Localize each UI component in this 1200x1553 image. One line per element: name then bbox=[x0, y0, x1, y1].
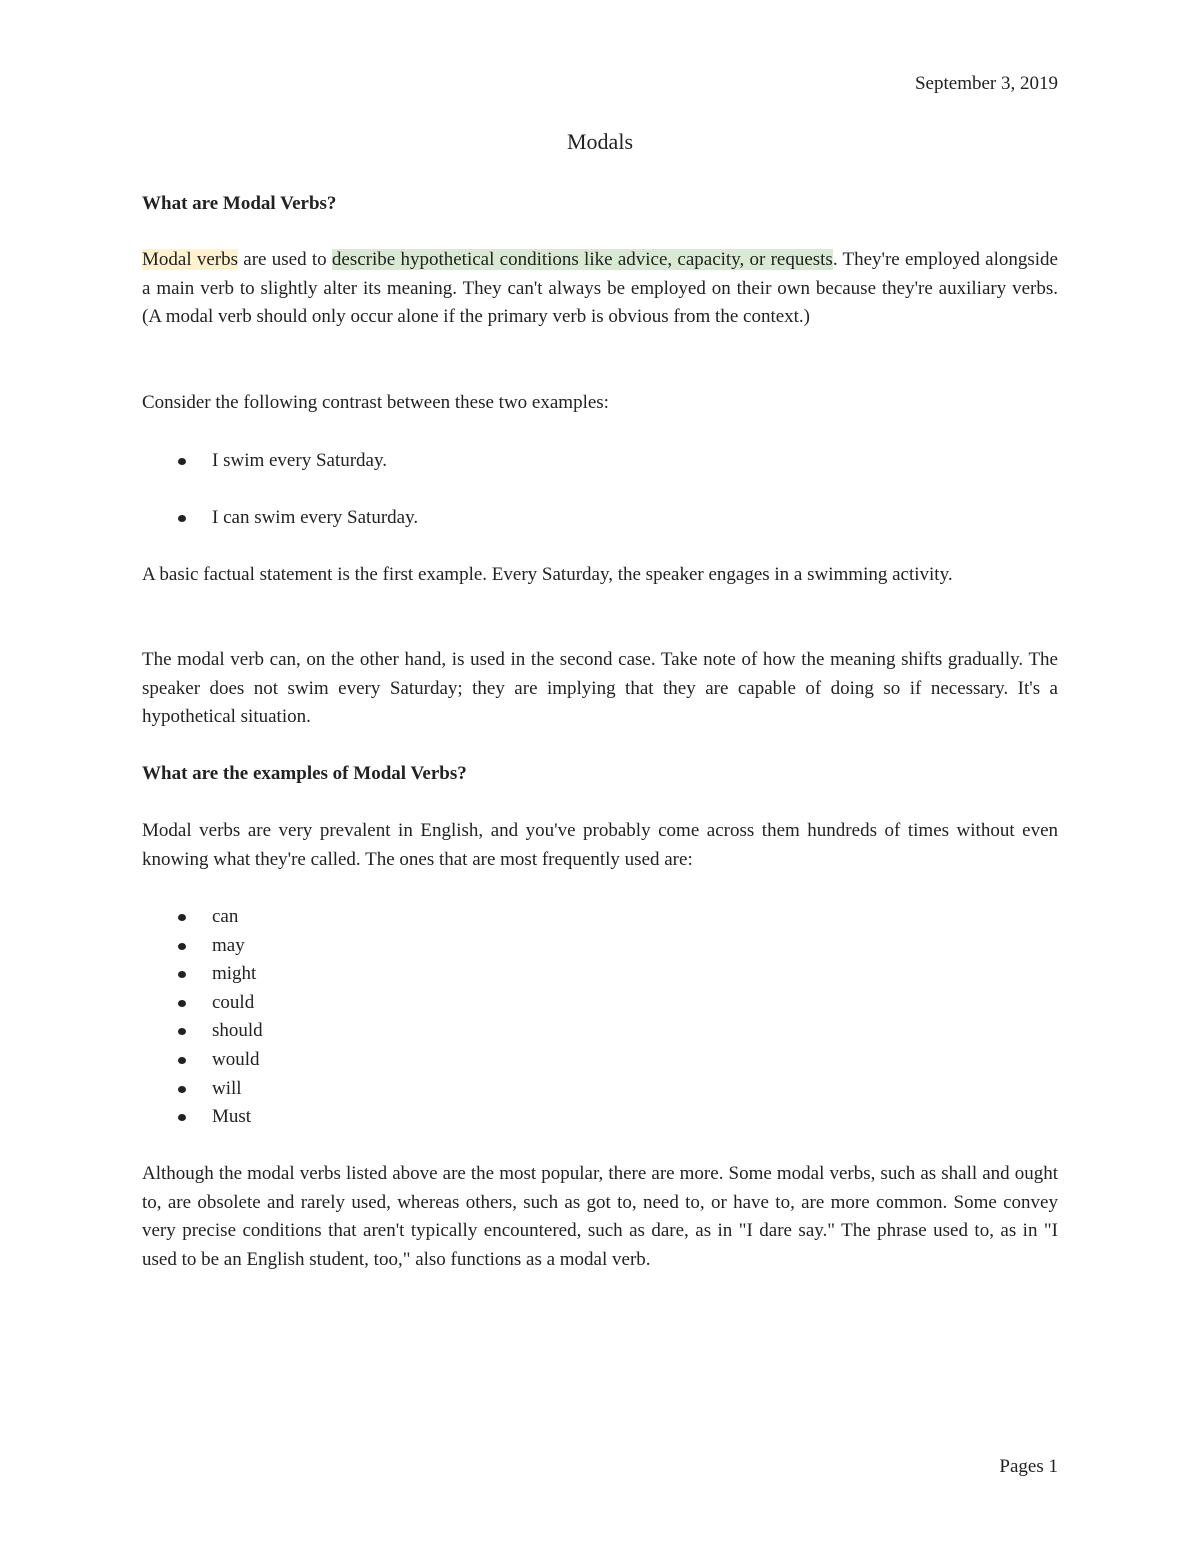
page-number: Pages 1 bbox=[999, 1456, 1058, 1477]
section-heading-what-are-modal-verbs: What are Modal Verbs? bbox=[142, 193, 337, 214]
list-item: should bbox=[142, 1017, 263, 1046]
highlighted-term: Modal verbs bbox=[142, 249, 239, 270]
example-list-2 bbox=[142, 504, 418, 533]
list-item: may bbox=[142, 932, 263, 961]
section-heading-examples: What are the examples of Modal Verbs? bbox=[142, 763, 467, 784]
list-item: can bbox=[142, 903, 263, 932]
document-title: Modals bbox=[567, 129, 633, 154]
list-item: will bbox=[142, 1075, 263, 1104]
factual-paragraph: A basic factual statement is the first example. Every Saturday, the speaker engages in a swimming activity. bbox=[142, 564, 953, 585]
list-item: Must bbox=[142, 1103, 263, 1132]
document-date: September 3, 2019 bbox=[914, 73, 1058, 94]
modal-can-paragraph: The modal verb can, on the other hand, is used in the second case. Take note of how the meaning shifts gradually. The speaker does not swim every Saturday; they are implying that they are capable of doing so if necessary. It's a hypothetical situation. bbox=[142, 649, 1058, 728]
intro-paragraph bbox=[142, 246, 1058, 332]
list-item: I swim every Saturday. bbox=[142, 447, 387, 476]
intro-rest: . They're employed alongside a main verb to slightly alter its meaning. They can't always be employed on their own because they're auxiliary verbs. (A modal verb should only occur alone if the primary verb is obvious from the context.) bbox=[142, 249, 1058, 328]
list-item: could bbox=[142, 989, 263, 1018]
list-item: would bbox=[142, 1046, 263, 1075]
highlighted-definition: describe hypothetical conditions like advice, capacity, or requests bbox=[331, 249, 833, 270]
closing-paragraph: Although the modal verbs listed above are the most popular, there are more. Some modal verbs, such as shall and ought to, are obsolete and rarely used, whereas others, such as got to, need to, or have to, are more common. Some convey very precise conditions that aren't typically encountered, such as dare, as in "I dare say." The phrase used to, as in "I used to be an English student, too," also functions as a modal verb. bbox=[142, 1163, 1058, 1270]
contrast-paragraph: Consider the following contrast between these two examples: bbox=[142, 392, 609, 413]
prevalence-paragraph: Modal verbs are very prevalent in English, and you've probably come across them hundreds of times without even knowing what they're called. The ones that are most frequently used are: bbox=[142, 820, 1058, 870]
intro-connector: are used to bbox=[238, 249, 332, 270]
modal-verbs-list bbox=[142, 903, 263, 1132]
document-page bbox=[142, 0, 1058, 1553]
list-item: I can swim every Saturday. bbox=[142, 504, 418, 533]
example-list bbox=[142, 447, 387, 476]
list-item: might bbox=[142, 960, 263, 989]
